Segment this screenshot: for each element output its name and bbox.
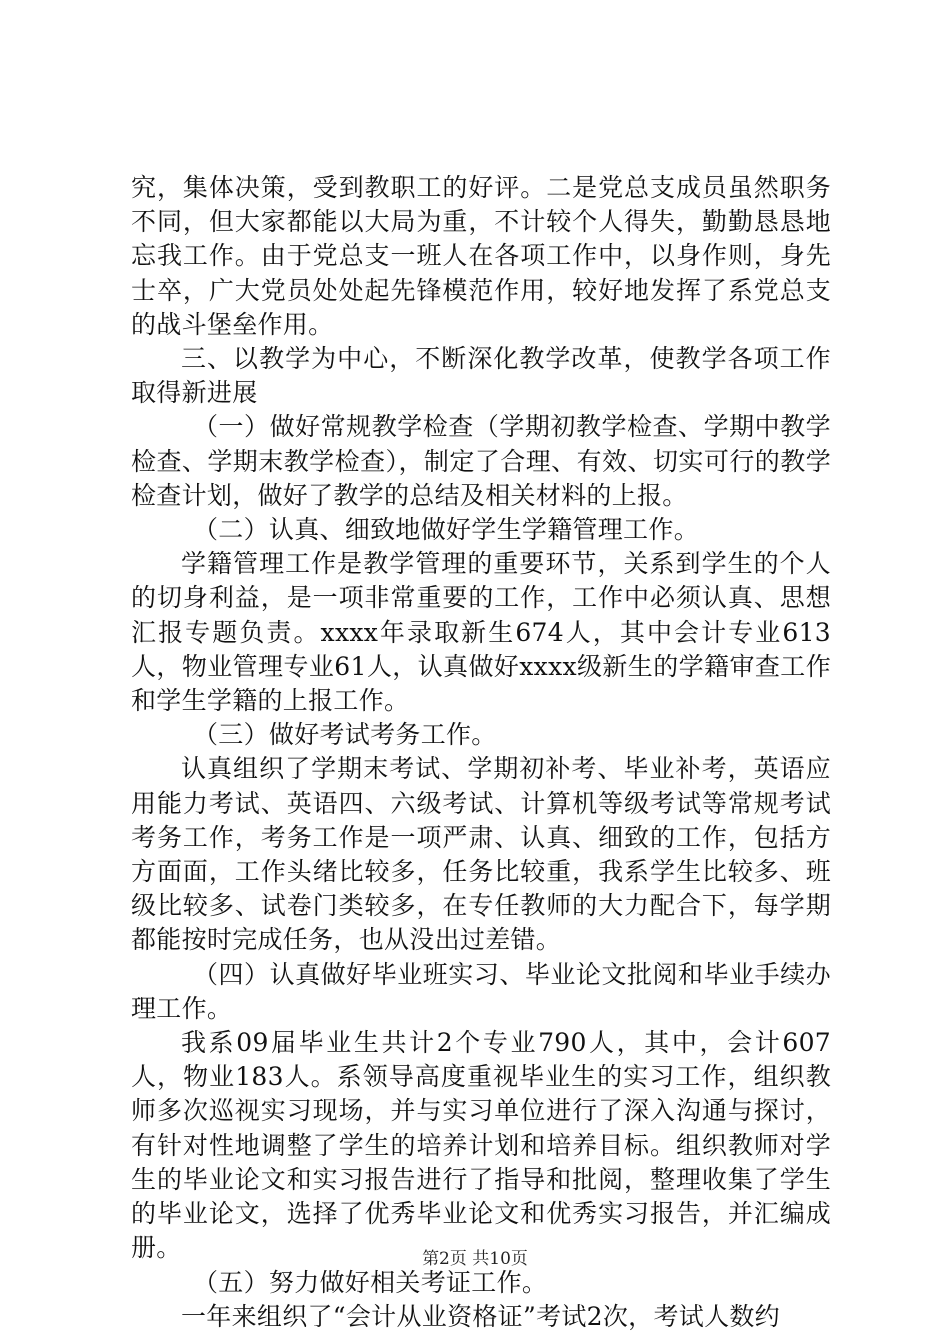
section-heading-teaching: 三、以教学为中心，不断深化教学改革，使教学各项工作取得新进展 bbox=[131, 344, 831, 408]
subheading-certification: （五）努力做好相关考证工作。 bbox=[193, 1267, 548, 1297]
document-body bbox=[131, 171, 831, 1334]
page-number-footer: 第2页 共10页 bbox=[422, 1249, 528, 1269]
paragraph-teaching-inspection: （一）做好常规教学检查（学期初教学检查、学期中教学检查、学期末教学检查），制定了合理、有效、切实可行的教学检查计划，做好了教学的总结及相关材料的上报。 bbox=[131, 412, 831, 510]
paragraph-party-work: 究，集体决策，受到教职工的好评。二是党总支成员虽然职务不同，但大家都能以大局为重，不计较个人得失，勤勤恳恳地忘我工作。由于党总支一班人在各项工作中，以身作则，身先士卒，广大党员处处起先锋模范作用，较好地发挥了系党总支的战斗堡垒作用。 bbox=[131, 173, 831, 339]
subheading-student-records: （二）认真、细致地做好学生学籍管理工作。 bbox=[193, 515, 700, 545]
paragraph-graduation: 我系09届毕业生共计2个专业790人，其中，会计607人，物业183人。系领导高度重视毕业生的实习工作，组织教师多次巡视实习现场，并与实习单位进行了深入沟通与探讨，有针对性地调整了学生的培养计划和培养目标。组织教师对学生的毕业论文和实习报告进行了指导和批阅，整理收集了学生的毕业论文，选择了优秀毕业论文和优秀实习报告，并汇编成册。 bbox=[131, 1028, 831, 1263]
subheading-exams: （三）做好考试考务工作。 bbox=[193, 720, 497, 750]
subheading-graduation: （四）认真做好毕业班实习、毕业论文批阅和毕业手续办理工作。 bbox=[131, 959, 831, 1023]
paragraph-exams: 认真组织了学期末考试、学期初补考、毕业补考，英语应用能力考试、英语四、六级考试、计算机等级考试等常规考试考务工作，考务工作是一项严肃、认真、细致的工作，包括方方面面，工作头绪比较多，任务比较重，我系学生比较多、班级比较多、试卷门类较多，在专任教师的大力配合下，每学期都能按时完成任务，也从没出过差错。 bbox=[131, 754, 831, 955]
paragraph-student-records: 学籍管理工作是教学管理的重要环节，关系到学生的个人的切身利益，是一项非常重要的工作，工作中必须认真、思想汇报专题负责。xxxx年录取新生674人，其中会计专业613人，物业管理专业61人，认真做好xxxx级新生的学籍审查工作和学生学籍的上报工作。 bbox=[131, 549, 831, 716]
paragraph-certification: 一年来组织了“会计从业资格证”考试2次，考试人数约 bbox=[181, 1301, 780, 1331]
